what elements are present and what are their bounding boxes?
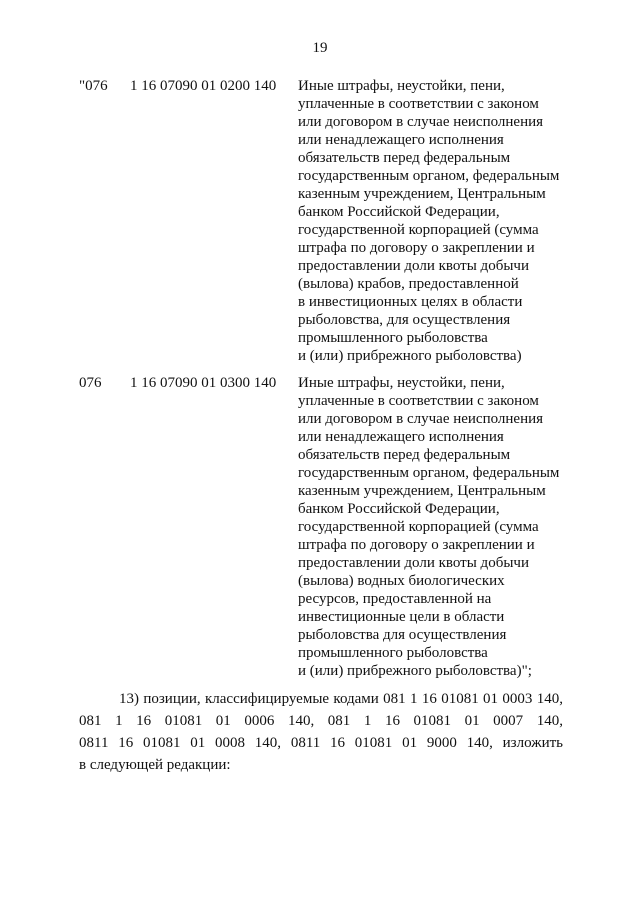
entry-description <box>298 77 578 365</box>
amendment-paragraph <box>79 688 563 776</box>
description-line: ресурсов, предоставленной на <box>298 591 492 607</box>
description-line: казенным учреждением, Центральным <box>298 186 546 202</box>
description-line: предоставлении доли квоты добычи <box>298 258 529 274</box>
description-line: уплаченные в соответствии с законом <box>298 96 539 112</box>
description-line: обязательств перед федеральным <box>298 447 511 463</box>
description-line: государственным органом, федеральным <box>298 168 560 184</box>
description-line: рыболовства, для осуществления <box>298 312 511 328</box>
description-line: предоставлении доли квоты добычи <box>298 555 529 571</box>
description-line: штрафа по договору о закреплении и <box>298 537 535 553</box>
description-line: в инвестиционных целях в области <box>298 294 523 310</box>
description-line: рыболовства для осуществления <box>298 627 507 643</box>
description-line: штрафа по договору о закреплении и <box>298 240 535 256</box>
description-line: или договором в случае неисполнения <box>298 411 544 427</box>
description-line: или ненадлежащего исполнения <box>298 429 504 445</box>
paragraph-line: 0811 16 01081 01 0008 140, 0811 16 01081 01 9000 140, изложить <box>79 735 563 751</box>
description-line: промышленного рыболовства <box>298 330 488 346</box>
description-line: и (или) прибрежного рыболовства) <box>298 348 522 364</box>
paragraph-line: в следующей редакции: <box>79 757 231 773</box>
kbk-code: 1 16 07090 01 0200 140 <box>130 78 277 94</box>
description-line: инвестиционные цели в области <box>298 609 505 625</box>
entry-description <box>298 374 578 680</box>
description-line: государственным органом, федеральным <box>298 465 560 481</box>
description-line: государственной корпорацией (сумма <box>298 519 539 535</box>
description-line: или ненадлежащего исполнения <box>298 132 504 148</box>
description-line: Иные штрафы, неустойки, пени, <box>298 78 505 94</box>
description-line: казенным учреждением, Центральным <box>298 483 546 499</box>
description-line: государственной корпорацией (сумма <box>298 222 539 238</box>
paragraph-line: 13) позиции, классифицируемые кодами 081 1 16 01081 01 0003 140, <box>119 691 563 707</box>
description-line: обязательств перед федеральным <box>298 150 511 166</box>
paragraph-line: 081 1 16 01081 01 0006 140, 081 1 16 01081 01 0007 140, <box>79 713 563 729</box>
description-line: банком Российской Федерации, <box>298 204 500 220</box>
description-line: банком Российской Федерации, <box>298 501 500 517</box>
description-line: (вылова) крабов, предоставленной <box>298 276 519 292</box>
admin-code: 076 <box>79 375 102 391</box>
kbk-code: 1 16 07090 01 0300 140 <box>130 375 277 391</box>
description-line: и (или) прибрежного рыболовства)"; <box>298 663 532 679</box>
admin-code: "076 <box>79 78 108 94</box>
description-line: промышленного рыболовства <box>298 645 488 661</box>
description-line: уплаченные в соответствии с законом <box>298 393 539 409</box>
page-number: 19 <box>312 40 328 56</box>
description-line: или договором в случае неисполнения <box>298 114 544 130</box>
description-line: (вылова) водных биологических <box>298 573 505 589</box>
description-line: Иные штрафы, неустойки, пени, <box>298 375 505 391</box>
